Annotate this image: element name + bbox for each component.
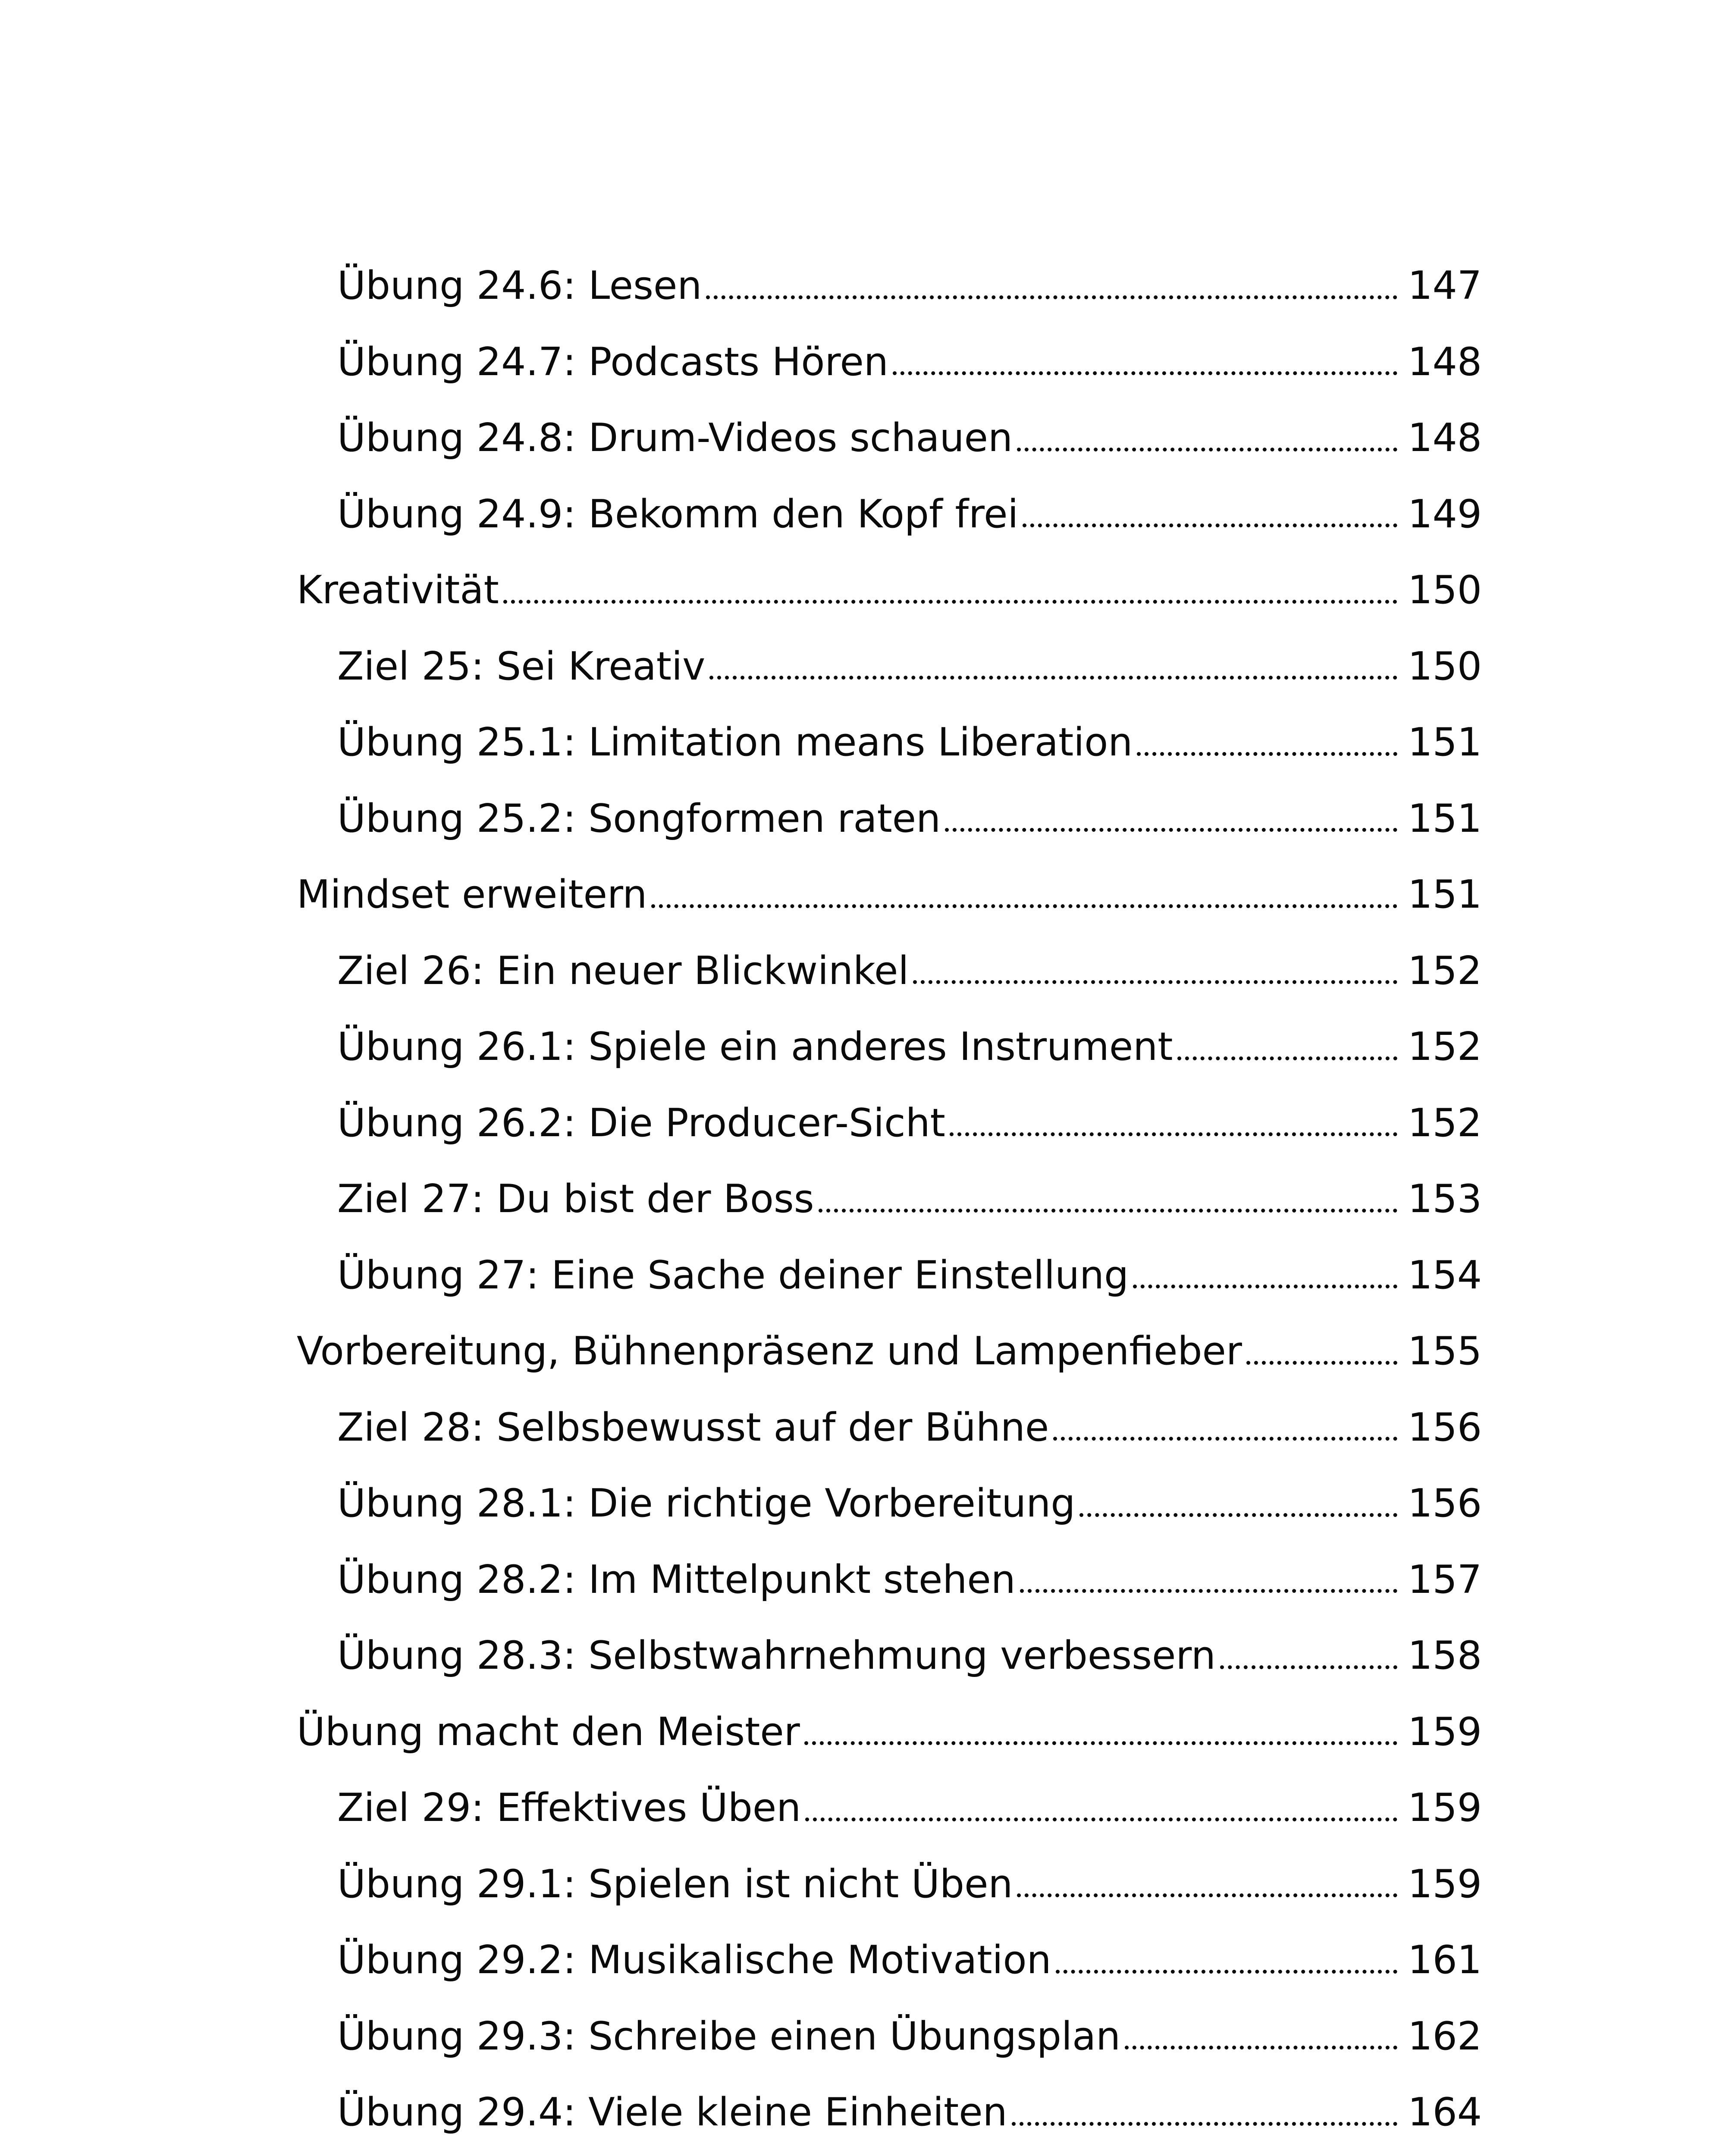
toc-entry-page: 152 — [1408, 1024, 1482, 1070]
toc-entry-title: Übung 25.2: Songformen raten — [337, 796, 941, 841]
toc-entry-page: 147 — [1408, 263, 1482, 309]
toc-section-heading[interactable] — [297, 552, 1482, 629]
toc-entry-page: 158 — [1408, 1633, 1482, 1679]
dot-leader — [1133, 1256, 1397, 1295]
toc-entry-title: Ziel 25: Sei Kreativ — [337, 643, 706, 689]
toc-entry[interactable] — [297, 1770, 1482, 1846]
toc-entry[interactable] — [297, 1238, 1482, 1314]
toc-entry[interactable] — [297, 1922, 1482, 1999]
toc-entry[interactable] — [297, 705, 1482, 781]
toc-entry-title: Übung 29.3: Schreibe einen Übungsplan — [337, 2013, 1121, 2059]
toc-entry-title: Übung 25.1: Limitation means Liberation — [337, 720, 1133, 765]
toc-entry-page: 159 — [1408, 1785, 1482, 1831]
toc-entry[interactable] — [297, 1999, 1482, 2075]
toc-entry-title: Übung macht den Meister — [297, 1709, 800, 1755]
dot-leader — [1020, 1561, 1397, 1599]
dot-leader — [1017, 1865, 1397, 1904]
toc-entry[interactable] — [297, 1085, 1482, 1162]
toc-entry-page: 159 — [1408, 1861, 1482, 1907]
toc-entry-page: 156 — [1408, 1481, 1482, 1526]
toc-entry-page: 149 — [1408, 491, 1482, 537]
toc-section-heading[interactable] — [297, 1694, 1482, 1771]
toc-entry-title: Ziel 26: Ein neuer Blickwinkel — [337, 948, 909, 993]
toc-entry-page: 152 — [1408, 1100, 1482, 1146]
toc-entry-page: 148 — [1408, 415, 1482, 461]
toc-entry-title: Ziel 28: Selbsbewusst auf der Bühne — [337, 1404, 1049, 1450]
toc-entry-page: 150 — [1408, 643, 1482, 689]
toc-entry-title: Übung 29.4: Viele kleine Einheiten — [337, 2090, 1007, 2135]
toc-entry-title: Übung 26.1: Spiele ein anderes Instrument — [337, 1024, 1173, 1070]
dot-leader — [1023, 495, 1397, 534]
toc-entry-page: 154 — [1408, 1252, 1482, 1298]
dot-leader — [819, 1180, 1398, 1219]
toc-entry-title: Übung 28.2: Im Mittelpunkt stehen — [337, 1557, 1016, 1602]
toc-entry-title: Übung 24.7: Podcasts Hören — [337, 339, 888, 385]
dot-leader — [804, 1713, 1397, 1752]
toc-entry[interactable] — [297, 629, 1482, 705]
dot-leader — [1012, 2093, 1398, 2132]
toc-entry[interactable] — [297, 1009, 1482, 1085]
dot-leader — [1137, 723, 1397, 762]
toc-entry-page: 157 — [1408, 1557, 1482, 1602]
toc-entry-page: 161 — [1408, 1937, 1482, 1983]
dot-leader — [1177, 1028, 1398, 1066]
toc-entry-page: 153 — [1408, 1176, 1482, 1222]
toc-entry-title: Übung 28.1: Die richtige Vorbereitung — [337, 1481, 1076, 1526]
toc-entry[interactable] — [297, 1618, 1482, 1694]
toc-entry-title: Übung 28.3: Selbstwahrnehmung verbessern — [337, 1633, 1216, 1679]
toc-entry-title: Kreativität — [297, 567, 499, 613]
toc-entry-page: 156 — [1408, 1404, 1482, 1450]
dot-leader — [651, 875, 1397, 914]
toc-entry[interactable] — [297, 324, 1482, 401]
toc-entry-page: 152 — [1408, 948, 1482, 993]
toc-entry[interactable] — [297, 1466, 1482, 1542]
dot-leader — [706, 266, 1397, 305]
toc-entry[interactable] — [297, 1161, 1482, 1238]
dot-leader — [1079, 1484, 1397, 1523]
toc-entry-title: Übung 26.2: Die Producer-Sicht — [337, 1100, 945, 1146]
toc-entry-page: 151 — [1408, 872, 1482, 918]
dot-leader — [1053, 1408, 1397, 1447]
dot-leader — [1246, 1332, 1397, 1371]
toc-section-heading[interactable] — [297, 1313, 1482, 1390]
dot-leader — [709, 647, 1397, 686]
toc-entry-title: Übung 27: Eine Sache deiner Einstellung — [337, 1252, 1129, 1298]
dot-leader — [913, 952, 1397, 990]
toc-entry-page: 150 — [1408, 567, 1482, 613]
toc-entry-title: Ziel 29: Effektives Üben — [337, 1785, 801, 1831]
dot-leader — [805, 1789, 1397, 1827]
dot-leader — [503, 571, 1397, 610]
toc-entry[interactable] — [297, 248, 1482, 324]
toc-entry-page: 155 — [1408, 1329, 1482, 1374]
dot-leader — [950, 1104, 1397, 1143]
toc-section-heading[interactable] — [297, 857, 1482, 933]
toc-entry-page: 151 — [1408, 796, 1482, 841]
toc-entry-page: 159 — [1408, 1709, 1482, 1755]
table-of-contents — [297, 248, 1482, 2151]
dot-leader — [1125, 2017, 1397, 2056]
dot-leader — [893, 343, 1397, 382]
dot-leader — [1056, 1941, 1398, 1980]
dot-leader — [1220, 1636, 1397, 1675]
toc-entry-title: Übung 24.9: Bekomm den Kopf frei — [337, 491, 1019, 537]
toc-entry[interactable] — [297, 1390, 1482, 1466]
toc-entry-title: Vorbereitung, Bühnenpräsenz und Lampenfieber — [297, 1329, 1242, 1374]
dot-leader — [945, 799, 1397, 838]
toc-entry-title: Übung 29.2: Musikalische Motivation — [337, 1937, 1051, 1983]
toc-entry-page: 164 — [1408, 2090, 1482, 2135]
toc-entry[interactable] — [297, 1542, 1482, 1618]
toc-entry[interactable] — [297, 1846, 1482, 1923]
toc-entry[interactable] — [297, 2075, 1482, 2151]
toc-entry-page: 162 — [1408, 2013, 1482, 2059]
toc-entry-title: Übung 24.8: Drum-Videos schauen — [337, 415, 1013, 461]
toc-entry-title: Übung 24.6: Lesen — [337, 263, 702, 309]
toc-entry[interactable] — [297, 400, 1482, 476]
toc-entry[interactable] — [297, 781, 1482, 857]
toc-entry[interactable] — [297, 933, 1482, 1009]
dot-leader — [1017, 419, 1397, 458]
toc-entry-title: Mindset erweitern — [297, 872, 647, 918]
toc-entry[interactable] — [297, 476, 1482, 553]
toc-entry-page: 148 — [1408, 339, 1482, 385]
toc-entry-title: Übung 29.1: Spielen ist nicht Üben — [337, 1861, 1013, 1907]
toc-entry-title: Ziel 27: Du bist der Boss — [337, 1176, 814, 1222]
toc-entry-page: 151 — [1408, 720, 1482, 765]
